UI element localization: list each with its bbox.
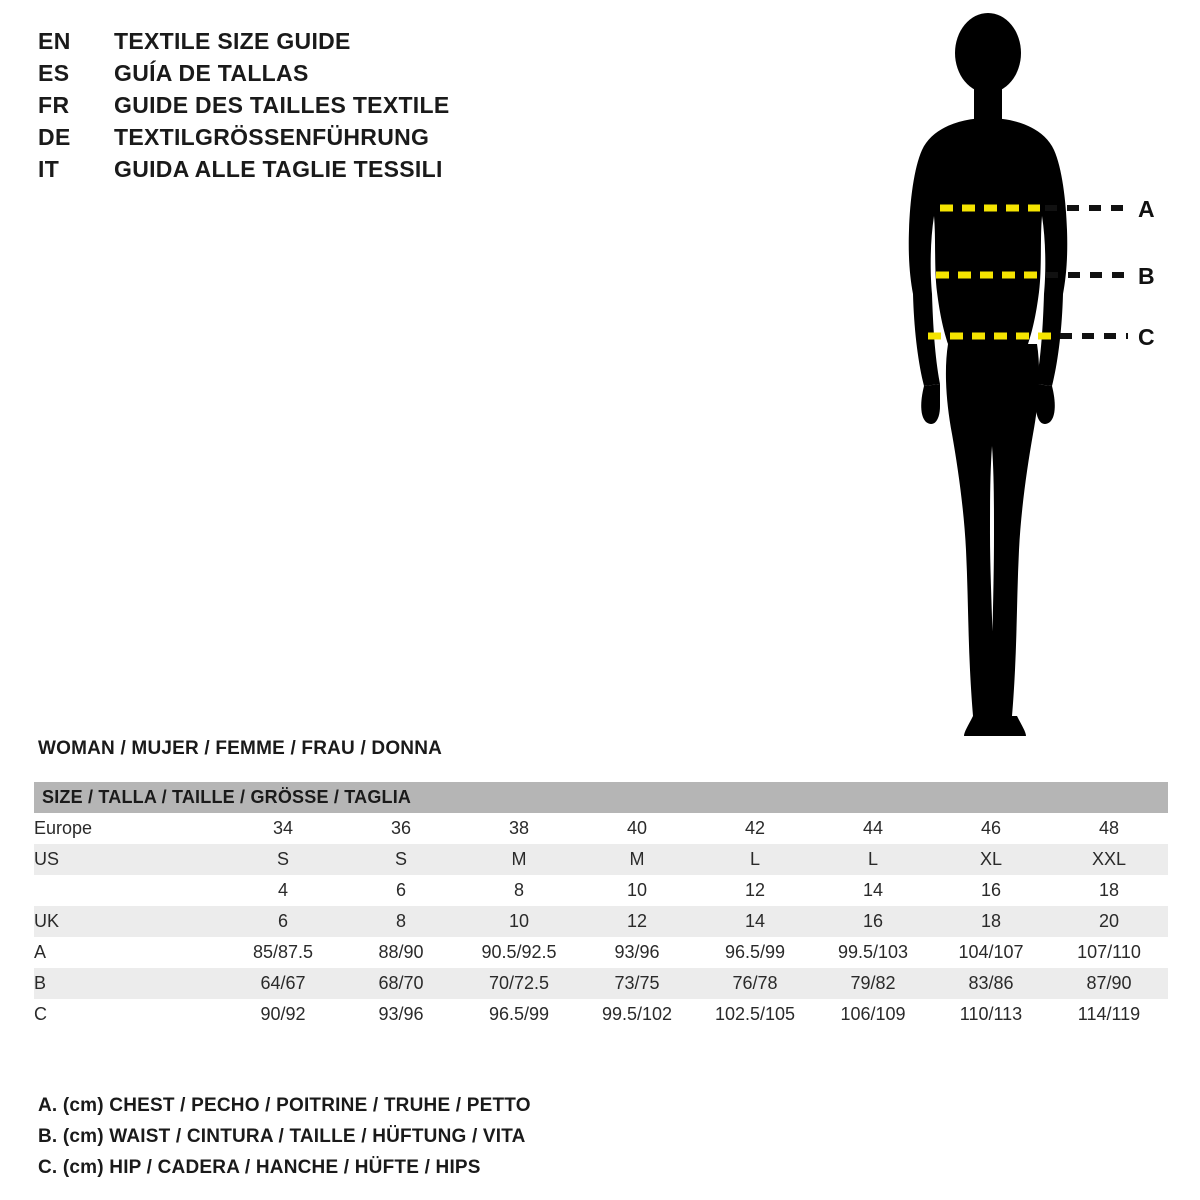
- cell: 14: [696, 906, 814, 937]
- language-row: [38, 28, 658, 60]
- row-label-uk: UK: [34, 906, 224, 937]
- cell: 10: [578, 875, 696, 906]
- cell: 102.5/105: [696, 999, 814, 1030]
- table-caption: WOMAN / MUJER / FEMME / FRAU / DONNA: [38, 738, 443, 759]
- row-label-a: A: [34, 937, 224, 968]
- cell: 48: [1050, 813, 1168, 844]
- cell: 20: [1050, 906, 1168, 937]
- language-title-es: GUÍA DE TALLAS: [114, 60, 309, 86]
- cell: 34: [224, 813, 342, 844]
- cell: 87/90: [1050, 968, 1168, 999]
- language-row: [38, 60, 658, 92]
- cell: 96.5/99: [696, 937, 814, 968]
- cell: 85/87.5: [224, 937, 342, 968]
- cell: 4: [224, 875, 342, 906]
- cell: XXL: [1050, 844, 1168, 875]
- table-row: [34, 813, 1168, 844]
- row-label-us: US: [34, 844, 224, 875]
- table-row: [34, 906, 1168, 937]
- cell: 10: [460, 906, 578, 937]
- cell: 107/110: [1050, 937, 1168, 968]
- legend-line-a: A. (cm) CHEST / PECHO / POITRINE / TRUHE / PETTO: [38, 1095, 531, 1116]
- cell: 88/90: [342, 937, 460, 968]
- cell: 8: [342, 906, 460, 937]
- row-label-b: B: [34, 968, 224, 999]
- measurement-legend: [38, 1090, 938, 1183]
- cell: 18: [932, 906, 1050, 937]
- language-code-de: DE: [38, 124, 71, 150]
- cell: 46: [932, 813, 1050, 844]
- cell: 83/86: [932, 968, 1050, 999]
- cell: L: [696, 844, 814, 875]
- language-row: [38, 156, 658, 188]
- language-title-fr: GUIDE DES TAILLES TEXTILE: [114, 92, 450, 118]
- cell: 16: [932, 875, 1050, 906]
- cell: 36: [342, 813, 460, 844]
- marker-label-a: A: [1138, 196, 1155, 222]
- cell: 110/113: [932, 999, 1050, 1030]
- language-row: [38, 92, 658, 124]
- cell: 6: [342, 875, 460, 906]
- cell: 64/67: [224, 968, 342, 999]
- cell: 12: [696, 875, 814, 906]
- cell: 40: [578, 813, 696, 844]
- row-label-us-numeric: [34, 875, 224, 906]
- table-row: [34, 875, 1168, 906]
- legend-line-b: B. (cm) WAIST / CINTURA / TAILLE / HÜFTUNG / VITA: [38, 1126, 526, 1147]
- cell: 90.5/92.5: [460, 937, 578, 968]
- cell: 70/72.5: [460, 968, 578, 999]
- table-header-label: SIZE / TALLA / TAILLE / GRÖSSE / TAGLIA: [34, 782, 1168, 813]
- cell: 68/70: [342, 968, 460, 999]
- cell: 16: [814, 906, 932, 937]
- cell: 99.5/103: [814, 937, 932, 968]
- size-table: [34, 782, 1168, 1030]
- marker-label-b: B: [1138, 263, 1155, 289]
- row-label-europe: Europe: [34, 813, 224, 844]
- body-measurement-diagram: [860, 10, 1190, 740]
- legend-line-c: C. (cm) HIP / CADERA / HANCHE / HÜFTE / HIPS: [38, 1157, 481, 1178]
- table-header-row: [34, 782, 1168, 813]
- cell: 93/96: [342, 999, 460, 1030]
- cell: 14: [814, 875, 932, 906]
- table-row: [34, 999, 1168, 1030]
- language-header-block: [38, 28, 658, 188]
- cell: XL: [932, 844, 1050, 875]
- language-code-it: IT: [38, 156, 60, 182]
- cell: 79/82: [814, 968, 932, 999]
- cell: M: [578, 844, 696, 875]
- table-row: [34, 844, 1168, 875]
- table-row: [34, 968, 1168, 999]
- cell: L: [814, 844, 932, 875]
- language-title-en: TEXTILE SIZE GUIDE: [114, 28, 351, 54]
- cell: 90/92: [224, 999, 342, 1030]
- language-code-fr: FR: [38, 92, 70, 118]
- cell: 96.5/99: [460, 999, 578, 1030]
- cell: 99.5/102: [578, 999, 696, 1030]
- cell: 42: [696, 813, 814, 844]
- cell: 93/96: [578, 937, 696, 968]
- language-title-it: GUIDA ALLE TAGLIE TESSILI: [114, 156, 443, 182]
- cell: 8: [460, 875, 578, 906]
- language-code-en: EN: [38, 28, 71, 54]
- language-title-de: TEXTILGRÖSSENFÜHRUNG: [114, 124, 430, 150]
- language-row: [38, 124, 658, 156]
- cell: 38: [460, 813, 578, 844]
- cell: S: [342, 844, 460, 875]
- cell: 6: [224, 906, 342, 937]
- language-code-es: ES: [38, 60, 70, 86]
- cell: S: [224, 844, 342, 875]
- female-silhouette-icon: [909, 13, 1068, 736]
- marker-label-c: C: [1138, 324, 1155, 350]
- row-label-c: C: [34, 999, 224, 1030]
- cell: 106/109: [814, 999, 932, 1030]
- cell: 73/75: [578, 968, 696, 999]
- cell: 114/119: [1050, 999, 1168, 1030]
- cell: 76/78: [696, 968, 814, 999]
- cell: 12: [578, 906, 696, 937]
- cell: 18: [1050, 875, 1168, 906]
- cell: 44: [814, 813, 932, 844]
- cell: 104/107: [932, 937, 1050, 968]
- table-row: [34, 937, 1168, 968]
- cell: M: [460, 844, 578, 875]
